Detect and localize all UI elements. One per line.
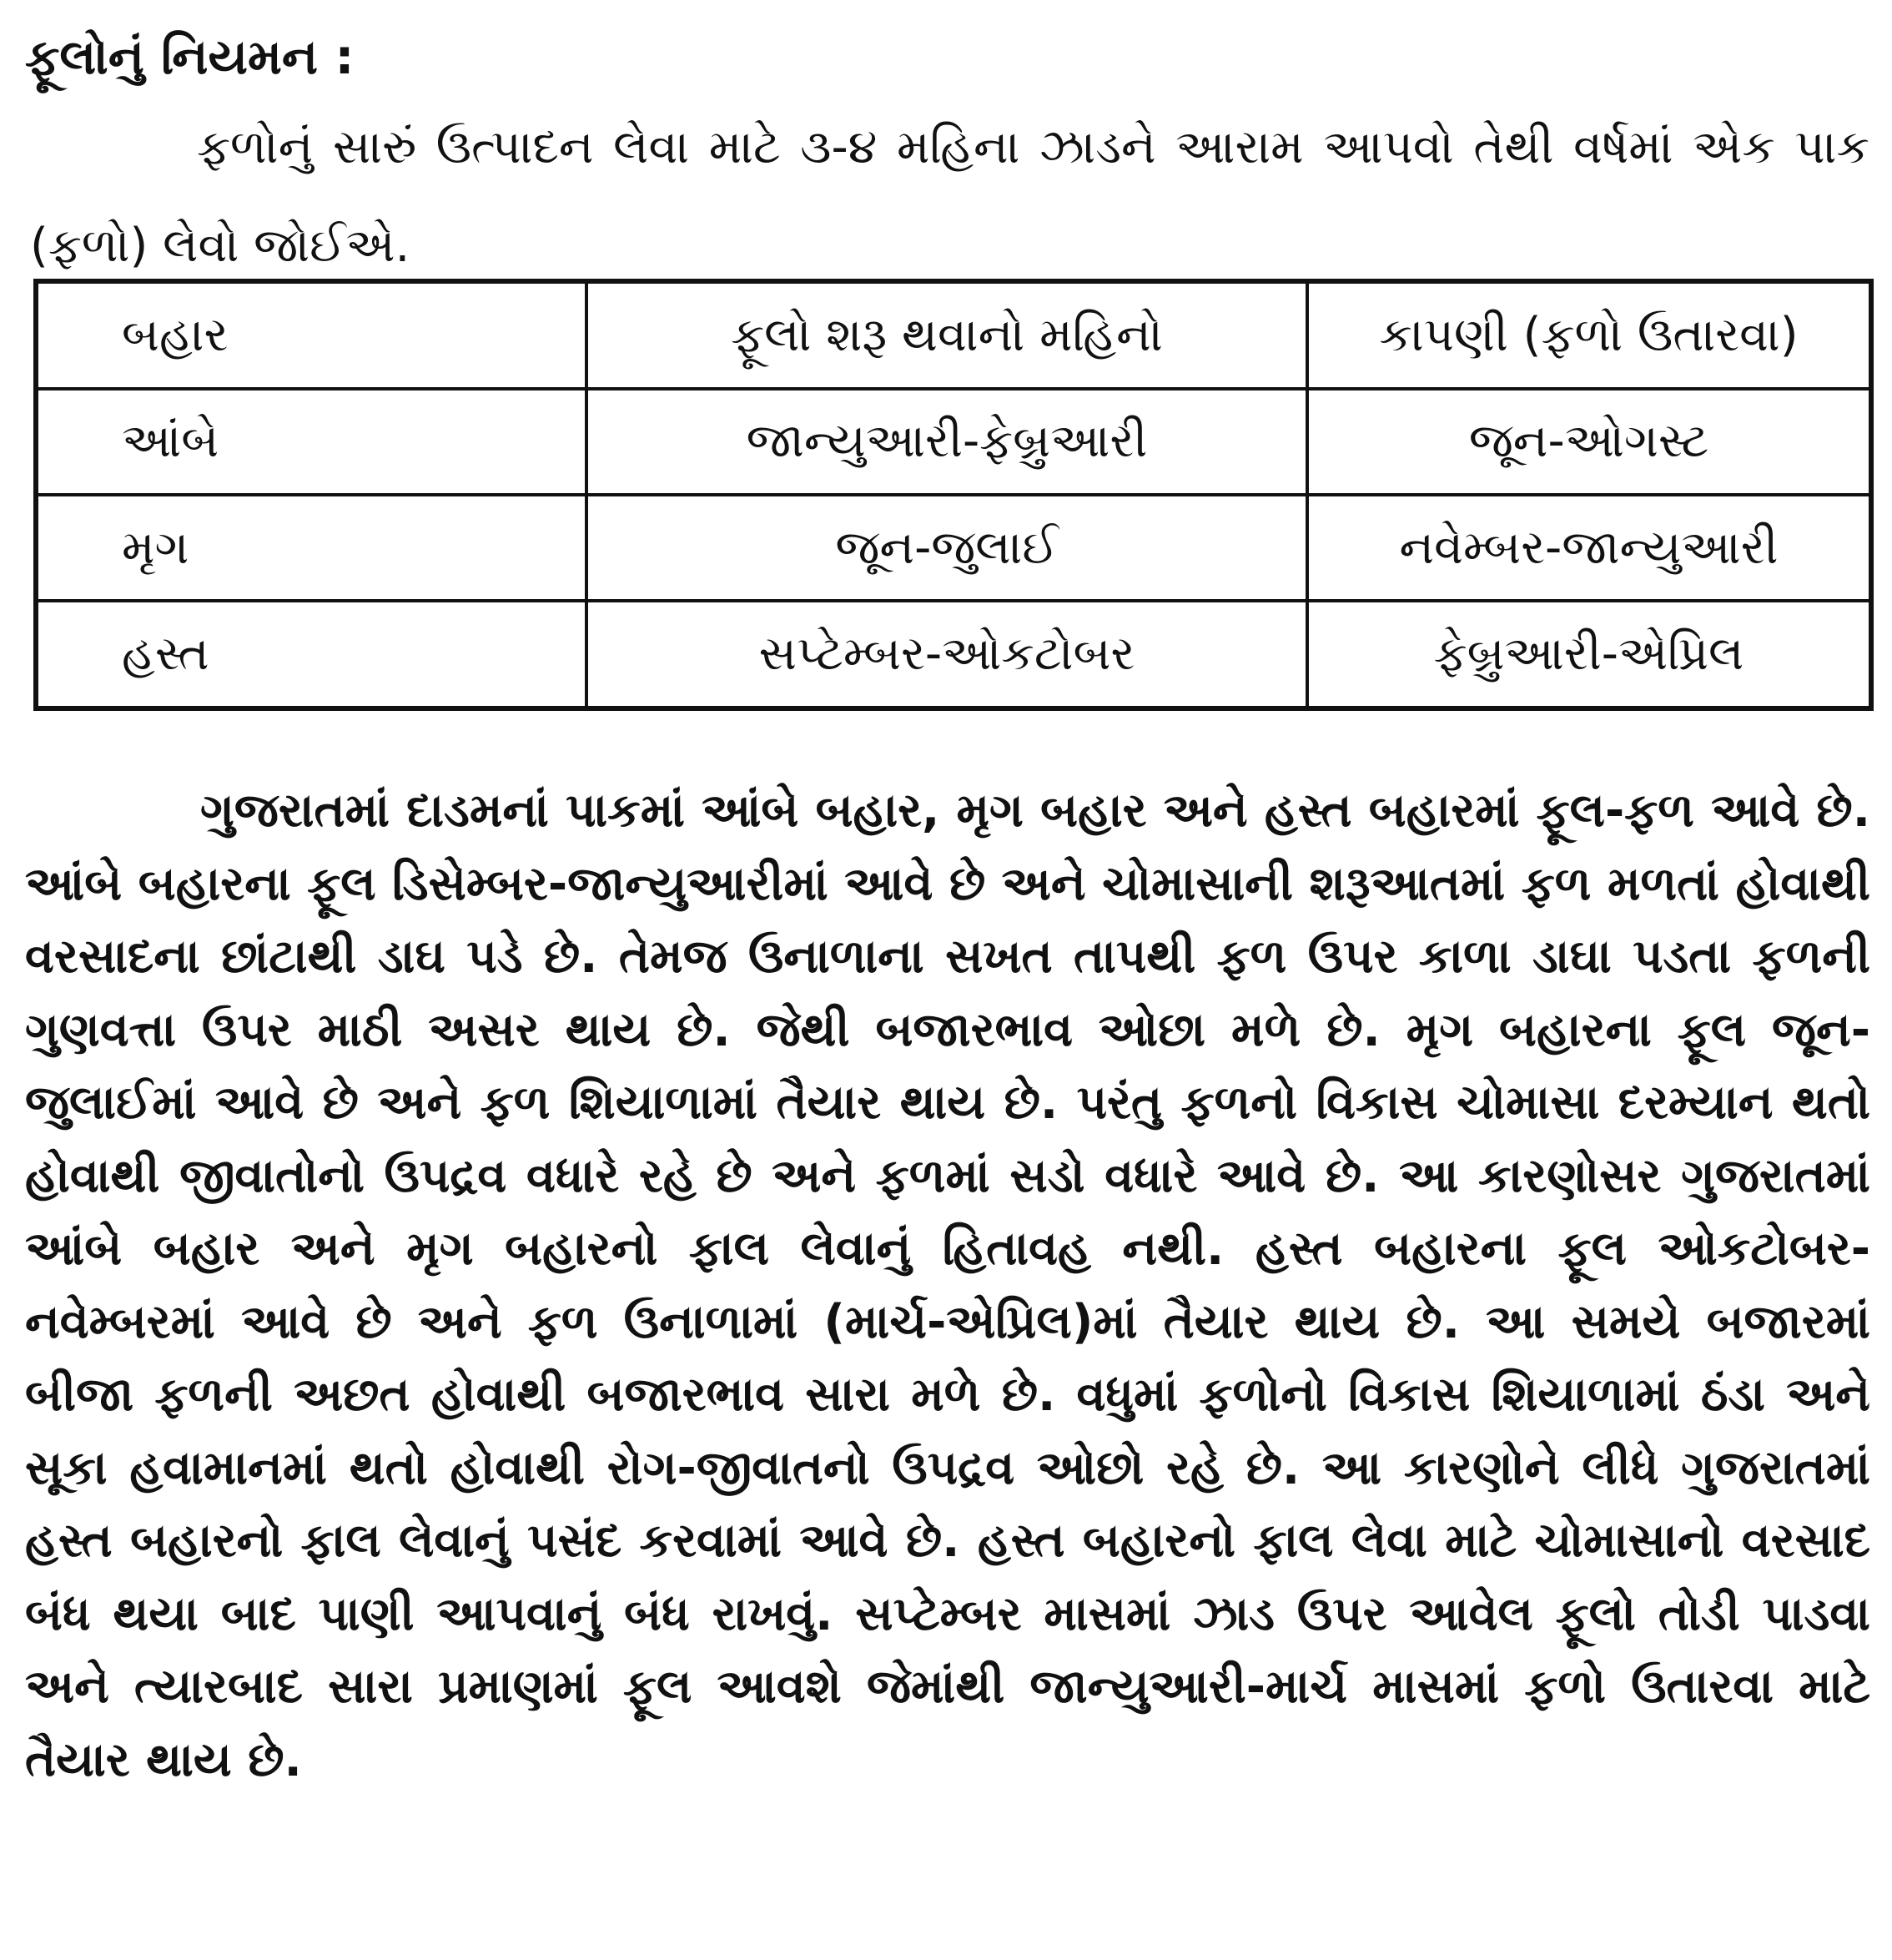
table-cell: હસ્ત: [36, 601, 586, 708]
table-header-row: [36, 281, 1871, 389]
table-cell: ફેબ્રુઆરી-એપ્રિલ: [1307, 601, 1871, 708]
table-cell: જાન્યુઆરી-ફેબ્રુઆરી: [586, 389, 1307, 495]
table-row: [36, 495, 1871, 601]
header-bahar: બહાર: [36, 281, 586, 389]
table-cell: જૂન-જુલાઈ: [586, 495, 1307, 601]
table-row: [36, 601, 1871, 708]
table-row: [36, 389, 1871, 495]
section-heading: ફૂલોનું નિયમન :: [25, 28, 355, 85]
bahar-table: [33, 279, 1874, 711]
body-paragraph: ગુજરાતમાં દાડમનાં પાકમાં આંબે બહાર, મૃગ બહાર અને હસ્ત બહારમાં ફૂલ-ફળ આવે છે. આંબે બહારના ફૂલ ડિસેમ્બર-જાન્યુઆરીમાં આવે છે અને ચોમાસાની શરૂઆતમાં ફળ મળતાં હોવાથી વરસાદના છાંટાથી ડાઘ પડે છે. તેમજ ઉનાળાના સખત તાપથી ફળ ઉપર કાળા ડાઘા પડતા ફળની ગુણવત્તા ઉપર માઠી અસર થાય છે. જેથી બજારભાવ ઓછા મળે છે. મૃગ બહારના ફૂલ જૂન-જુલાઈમાં આવે છે અને ફળ શિયાળામાં તૈયાર થાય છે. પરંતુ ફળનો વિકાસ ચોમાસા દરમ્યાન થતો હોવાથી જીવાતોનો ઉપદ્રવ વધારે રહે છે અને ફળમાં સડો વધારે આવે છે. આ કારણોસર ગુજરાતમાં આંબે બહાર અને મૃગ બહારનો ફાલ લેવાનું હિતાવહ નથી. હસ્ત બહારના ફૂલ ઓકટોબર-નવેમ્બરમાં આવે છે અને ફળ ઉનાળામાં (માર્ચ-એપ્રિલ)માં તૈયાર થાય છે. આ સમયે બજારમાં બીજા ફળની અછત હોવાથી બજારભાવ સારા મળે છે. વધુમાં ફળોનો વિકાસ શિયાળામાં ઠંડા અને સૂકા હવામાનમાં થતો હોવાથી રોગ-જીવાતનો ઉપદ્રવ ઓછો રહે છે. આ કારણોને લીધે ગુજરાતમાં હસ્ત બહારનો ફાલ લેવાનું પસંદ કરવામાં આવે છે. હસ્ત બહારનો ફાલ લેવા માટે ચોમાસાનો વરસાદ બંધ થયા બાદ પાણી આપવાનું બંધ રાખવું. સપ્ટેમ્બર માસમાં ઝાડ ઉપર આવેલ ફૂલો તોડી પાડવા અને ત્યારબાદ સારા પ્રમાણમાં ફૂલ આવશે જેમાંથી જાન્યુઆરી-માર્ચ માસમાં ફળો ઉતારવા માટે તૈયાર થાય છે.: [25, 783, 1870, 1787]
table-cell: આંબે: [36, 389, 586, 495]
header-harvest: કાપણી (ફળો ઉતારવા): [1307, 281, 1871, 389]
table-cell: નવેમ્બર-જાન્યુઆરી: [1307, 495, 1871, 601]
table-cell: સપ્ટેમ્બર-ઓકટોબર: [586, 601, 1307, 708]
intro-paragraph: ફળોનું સારું ઉત્પાદન લેવા માટે ૩-૪ મહિના ઝાડને આરામ આપવો તેથી વર્ષમાં એક પાક (ફળો) લેવો જોઈએ.: [30, 120, 1869, 273]
table-cell: મૃગ: [36, 495, 586, 601]
header-flowering-month: ફૂલો શરૂ થવાનો મહિનો: [586, 281, 1307, 389]
table-cell: જૂન-ઓગસ્ટ: [1307, 389, 1871, 495]
